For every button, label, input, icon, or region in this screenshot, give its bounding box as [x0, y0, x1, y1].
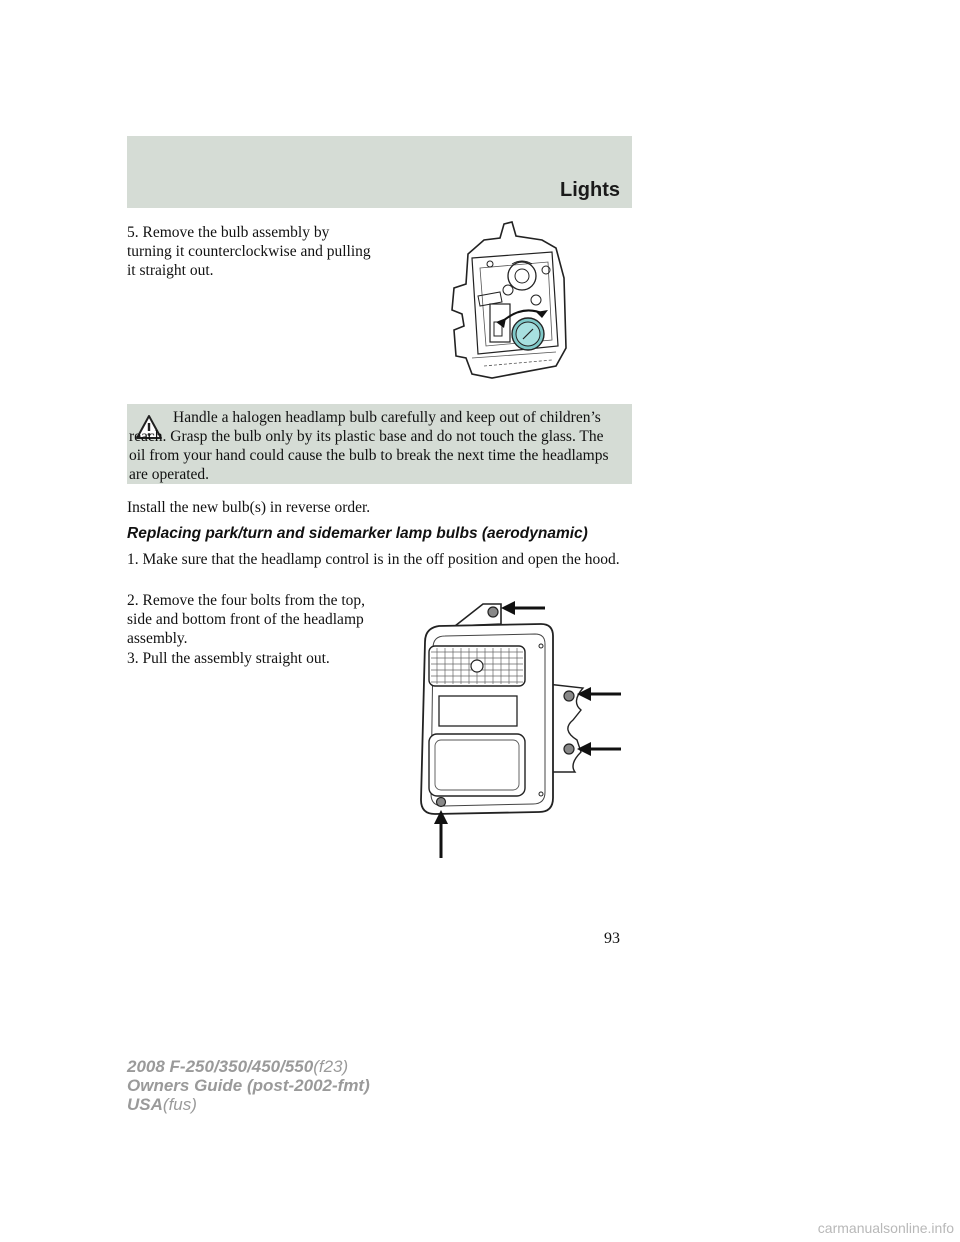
subsection-heading: Replacing park/turn and sidemarker lamp bulbs (aerodynamic) [127, 525, 588, 542]
footer-line-region: USA(fus) [127, 1095, 197, 1114]
step-2-text: 2. Remove the four bolts from the top, side and bottom front of the headlamp assembly. [127, 592, 366, 647]
install-instruction: Install the new bulb(s) in reverse order. [127, 499, 371, 516]
step-1-text: 1. Make sure that the headlamp control is in the off position and open the hood. [127, 551, 620, 568]
document-footer [127, 1057, 370, 1114]
footer-line-guide: Owners Guide (post-2002-fmt) [127, 1076, 370, 1095]
section-header-band [127, 136, 632, 208]
section-title: Lights [560, 179, 620, 201]
watermark-link[interactable]: carmanualsonline.info [817, 1220, 954, 1236]
step-3-text: 3. Pull the assembly straight out. [127, 650, 330, 667]
page-number: 93 [604, 930, 620, 947]
footer-line-model: 2008 F-250/350/450/550(f23) [127, 1057, 349, 1076]
warning-box [127, 404, 632, 484]
headlamp-rear-bulb-illustration [432, 218, 582, 386]
warning-text: Handle a halogen headlamp bulb carefully and keep out of children’s reach. Grasp the bulb only by its plastic base and do not touch the glass. The oil from your hand could cause the bulb to break the next time the headlamps are operated. [129, 409, 609, 483]
headlamp-front-bolts-illustration [405, 596, 633, 861]
step-5-text: 5. Remove the bulb assembly by turning it counterclockwise and pulling it straight out. [127, 224, 371, 279]
